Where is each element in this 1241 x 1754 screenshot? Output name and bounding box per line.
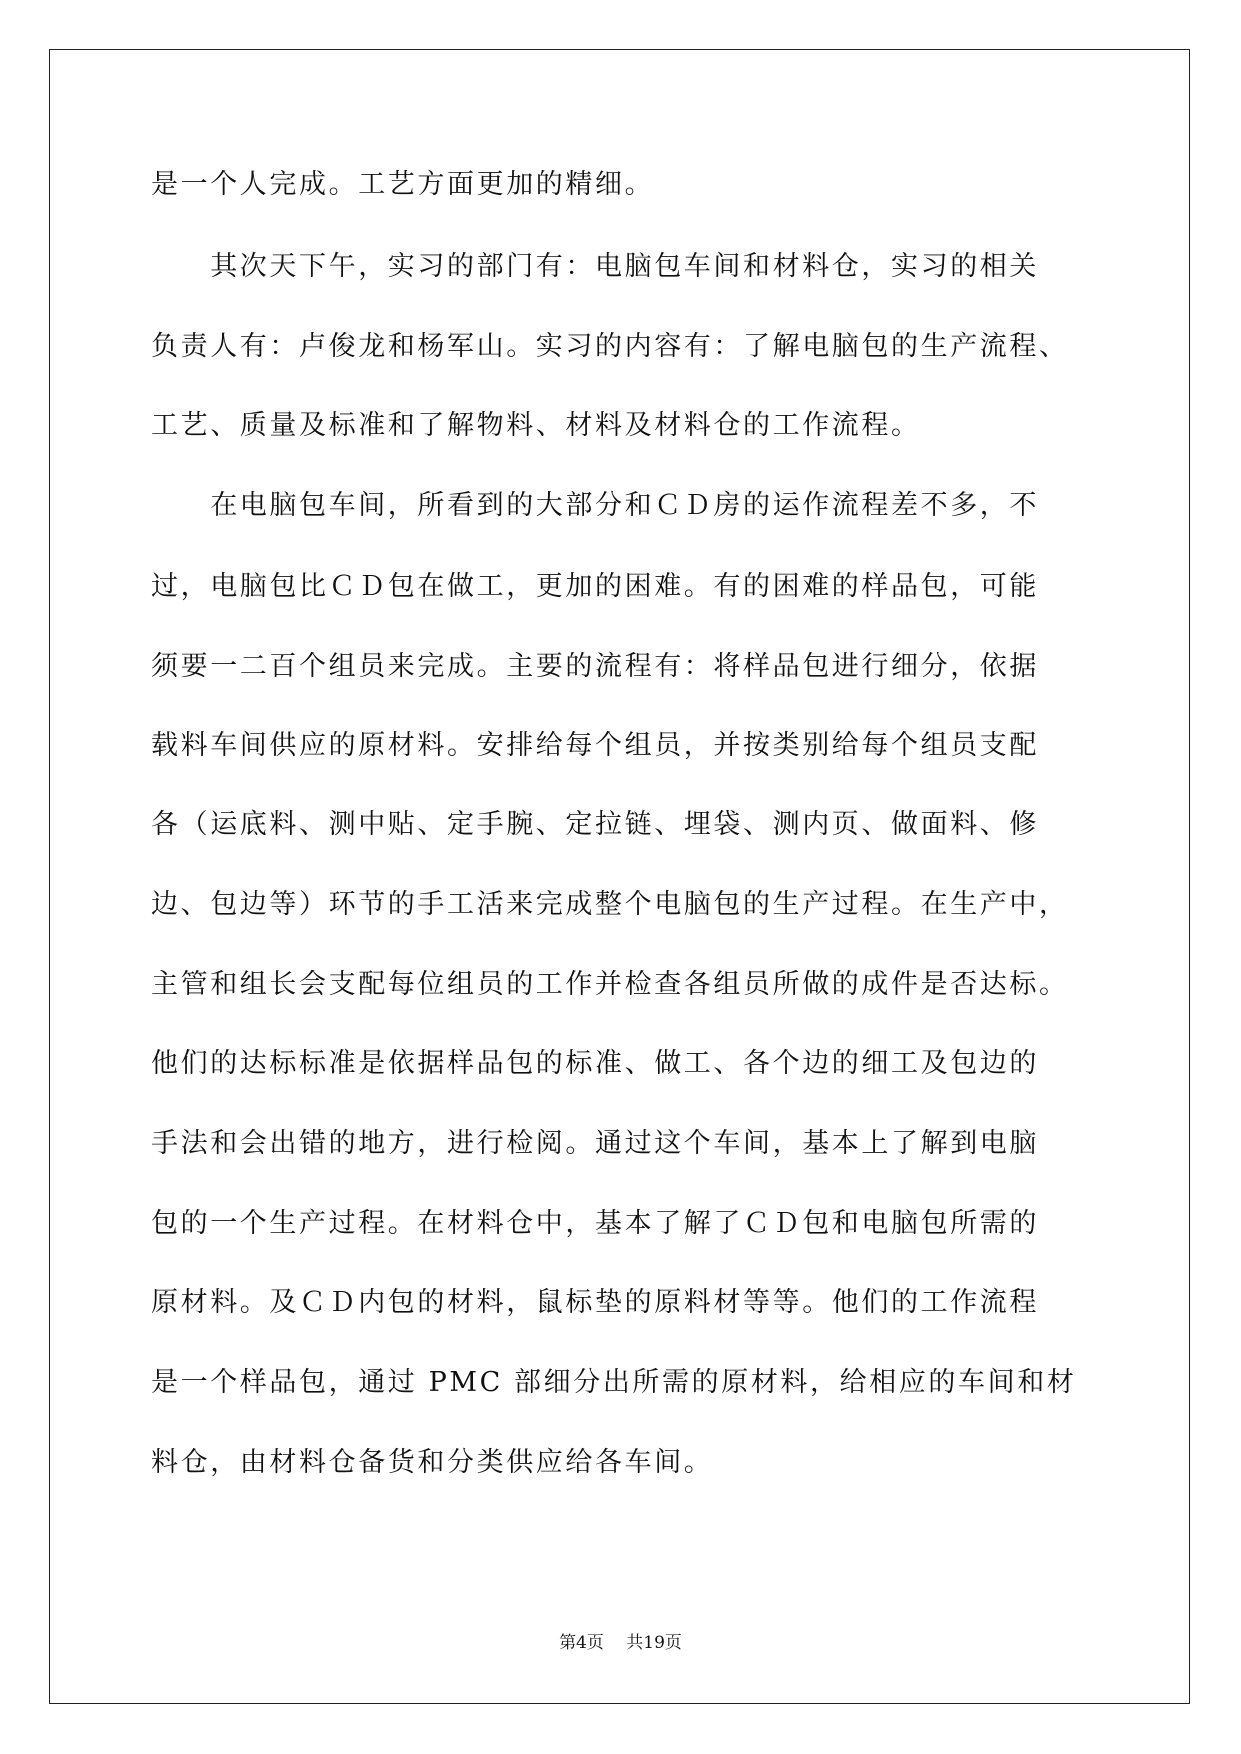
- text-line: 手法和会出错的地方，进行检阅。通过这个车间，基本上了解到电脑: [151, 1128, 1039, 1159]
- text-line: 料仓，由材料仓备货和分类供应给各车间。: [151, 1447, 714, 1478]
- text-line: 须要一二百个组员来完成。主要的流程有：将样品包进行细分，依据: [151, 651, 1039, 682]
- text-line: 是一个样品包，通过 PMC 部细分出所需的原材料，给相应的车间和材: [151, 1367, 1077, 1398]
- text-line: 包的一个生产过程。在材料仓中，基本了解了ＣＤ包和电脑包所需的: [151, 1208, 1039, 1239]
- text-line: 原材料。及ＣＤ内包的材料，鼠标垫的原料材等等。他们的工作流程: [151, 1287, 1039, 1318]
- text-line: 其次天下午，实习的部门有：电脑包车间和材料仓，实习的相关: [151, 251, 1039, 282]
- text-line: 负责人有：卢俊龙和杨军山。实习的内容有：了解电脑包的生产流程、: [151, 331, 1069, 362]
- text-line: 是一个人完成。工艺方面更加的精细。: [151, 169, 655, 200]
- text-line: 边、包边等）环节的手工活来完成整个电脑包的生产过程。在生产中，: [151, 889, 1069, 920]
- text-line: 载料车间供应的原材料。安排给每个组员，并按类别给每个组员支配: [151, 730, 1039, 761]
- text-line: 各（运底料、测中贴、定手腕、定拉链、埋袋、测内页、做面料、修: [151, 809, 1039, 840]
- text-line: 他们的达标标准是依据样品包的标准、做工、各个边的细工及包边的: [151, 1048, 1039, 1079]
- text-line: 过，电脑包比ＣＤ包在做工，更加的困难。有的困难的样品包，可能: [151, 571, 1039, 602]
- text-line: 主管和组长会支配每位组员的工作并检查各组员所做的成件是否达标。: [151, 969, 1069, 1000]
- text-line: 工艺、质量及标准和了解物料、材料及材料仓的工作流程。: [151, 410, 921, 441]
- text-line: 在电脑包车间，所看到的大部分和ＣＤ房的运作流程差不多，不: [151, 490, 1039, 521]
- page-number-footer: 第4页 共19页: [559, 1633, 682, 1653]
